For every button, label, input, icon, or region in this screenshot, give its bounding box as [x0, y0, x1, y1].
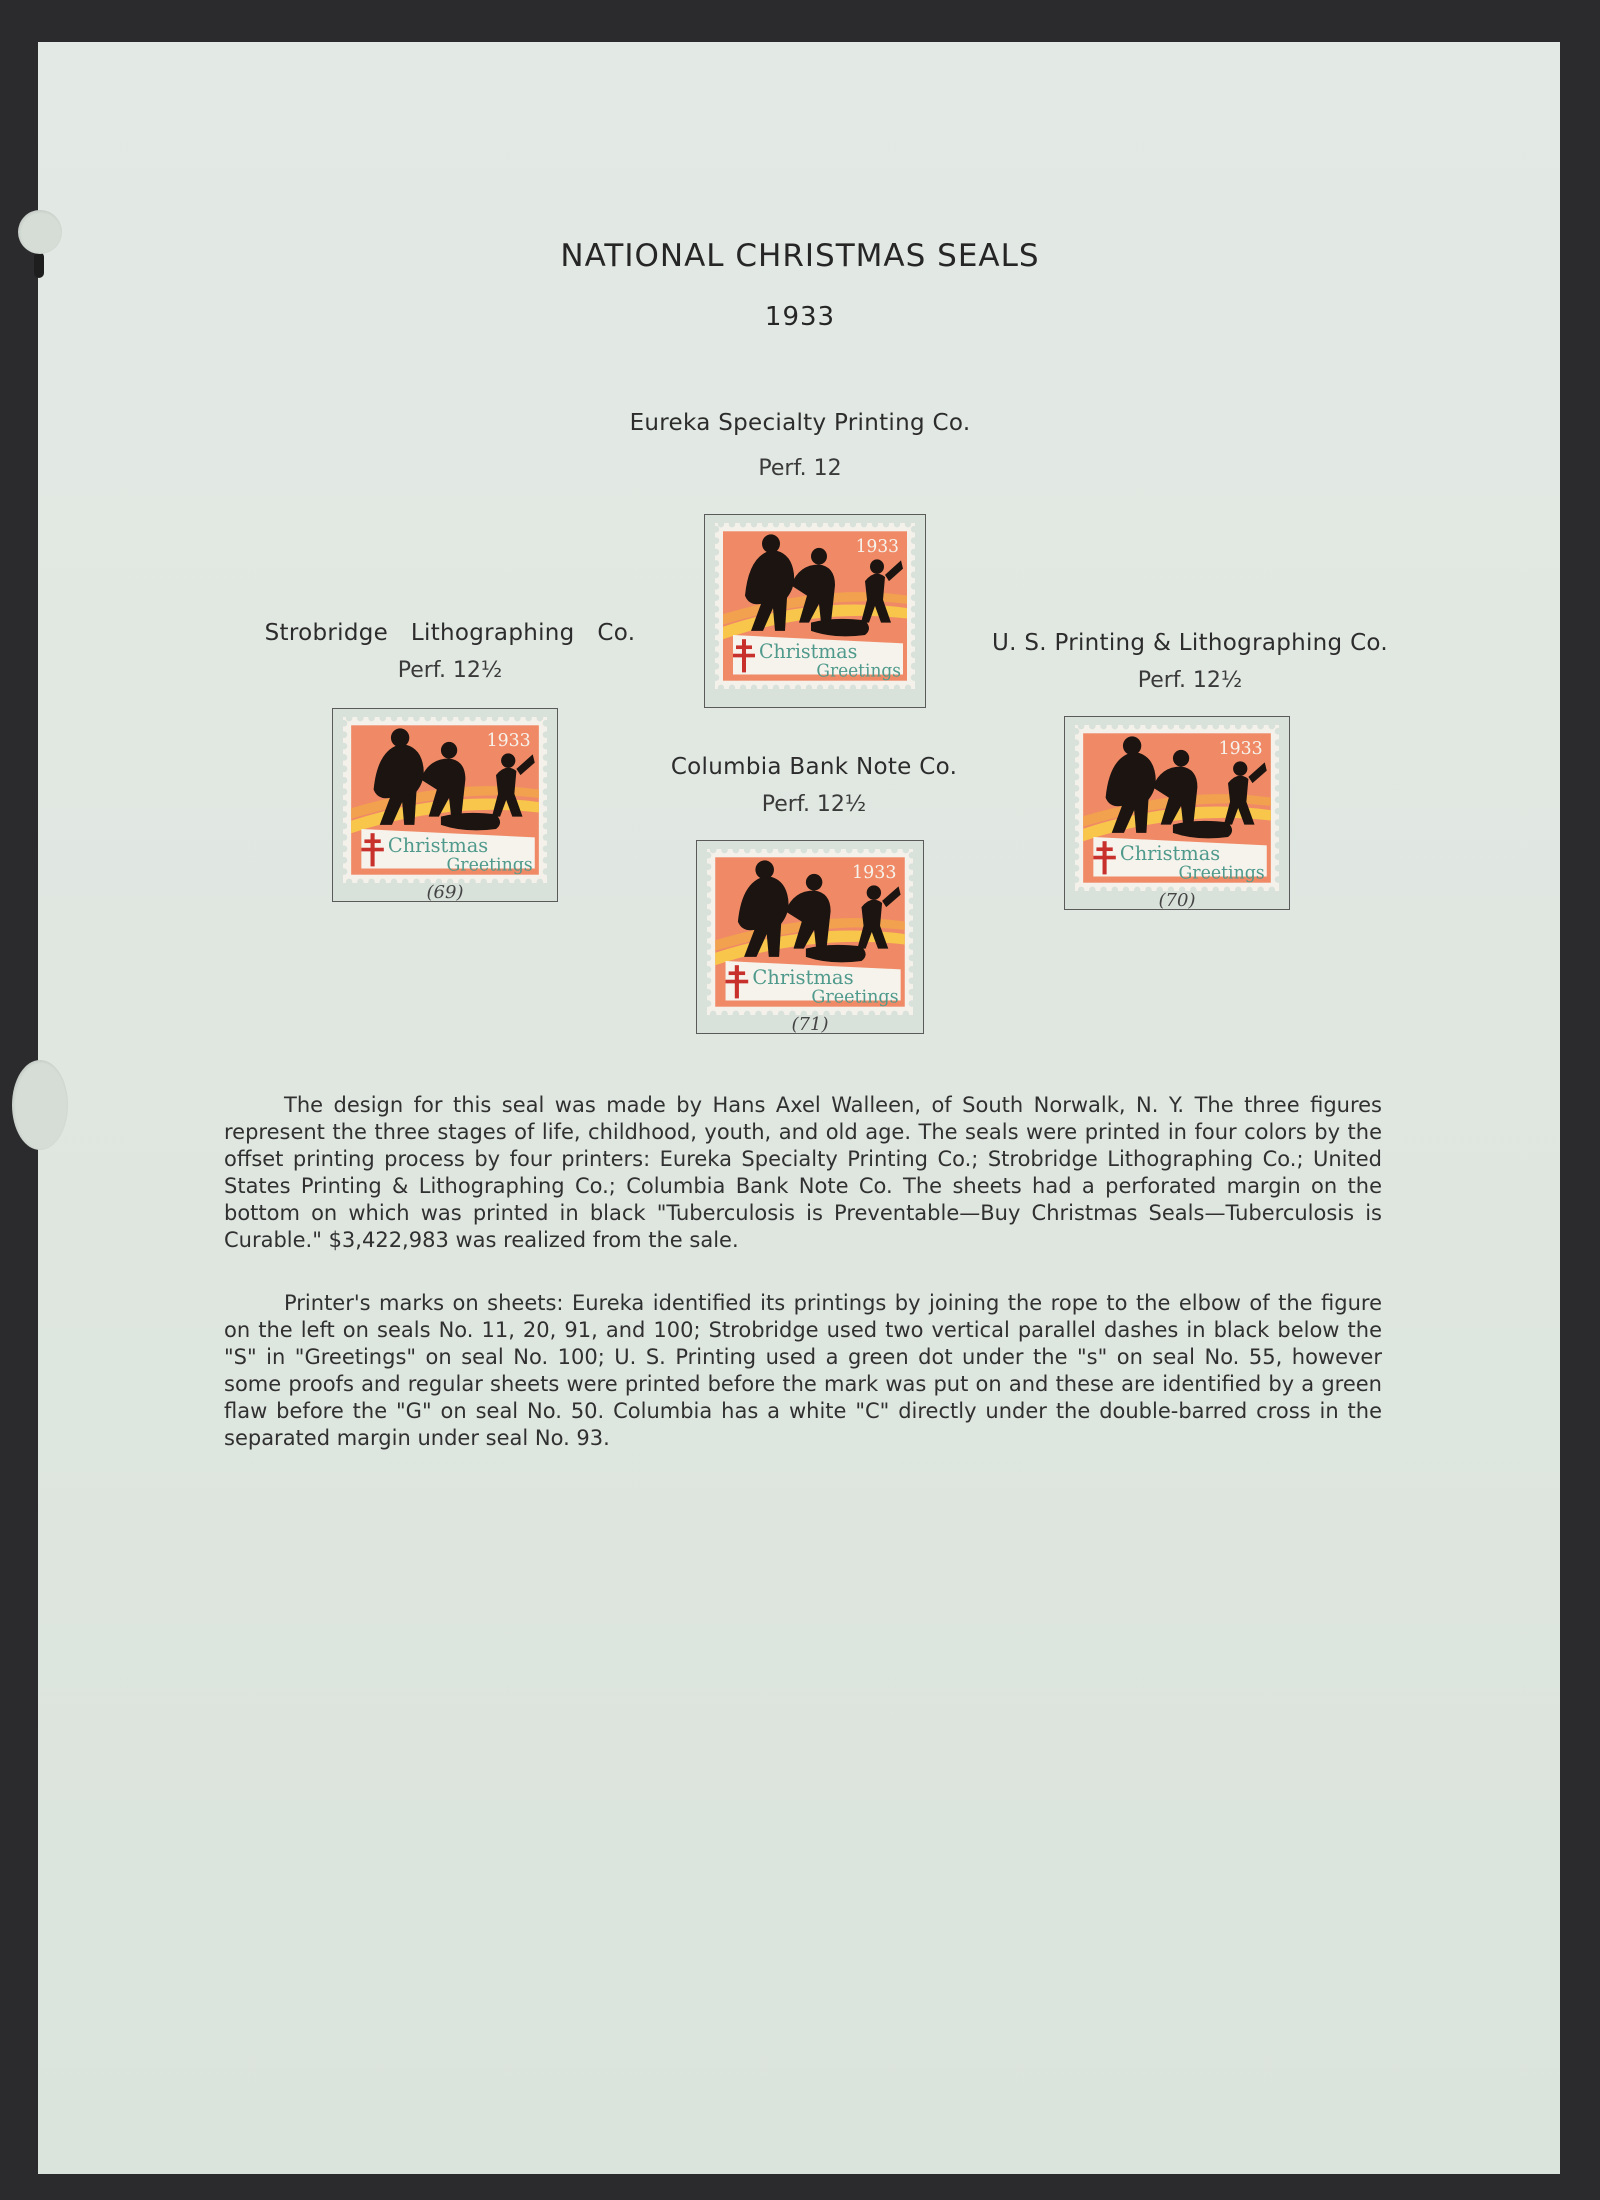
- seal-line1: Christmas: [1119, 841, 1221, 865]
- seal-eureka: [715, 523, 915, 689]
- seal-mount-usprinting: [1064, 716, 1290, 910]
- seal-artwork: [1075, 725, 1279, 891]
- seal-line2: Greetings: [446, 855, 533, 876]
- seal-columbia-number: (71): [791, 1014, 829, 1035]
- printer-columbia: [614, 754, 1014, 817]
- seal-columbia: [707, 849, 913, 1015]
- printer-usprinting: [960, 630, 1420, 693]
- seal-year: 1933: [1218, 738, 1263, 760]
- seal-mount-eureka: [704, 514, 926, 708]
- printer-eureka-name: Eureka Specialty Printing Co.: [629, 410, 971, 436]
- printer-usprinting-perf: Perf. 12½: [1137, 668, 1243, 693]
- printer-columbia-name: Columbia Bank Note Co.: [670, 754, 958, 780]
- seal-year: 1933: [851, 862, 897, 884]
- seal-year: 1933: [855, 536, 899, 558]
- seal-usprinting-number: (70): [1158, 890, 1196, 911]
- seal-strobridge-number: (69): [426, 882, 464, 903]
- binder-hole-middle: [12, 1060, 68, 1150]
- seal-line2: Greetings: [816, 661, 901, 682]
- printer-strobridge: [250, 620, 650, 683]
- seal-line1: Christmas: [387, 833, 489, 857]
- page-year: 1933: [764, 302, 836, 332]
- seal-usprinting: [1075, 725, 1279, 891]
- seal-artwork: [343, 717, 547, 883]
- printer-strobridge-name: Strobridge Lithographing Co.: [264, 620, 636, 646]
- seal-year: 1933: [486, 730, 531, 752]
- seal-line1: Christmas: [759, 639, 858, 663]
- seal-strobridge: [343, 717, 547, 883]
- seal-mount-strobridge: [332, 708, 558, 902]
- seal-line1: Christmas: [752, 965, 854, 989]
- printer-strobridge-perf: Perf. 12½: [397, 658, 503, 683]
- printer-eureka-perf: Perf. 12: [758, 456, 842, 481]
- printer-columbia-perf: Perf. 12½: [761, 792, 867, 817]
- seal-artwork: [707, 849, 913, 1015]
- seal-line2: Greetings: [811, 987, 899, 1008]
- seal-artwork: [715, 523, 915, 689]
- printer-eureka: [600, 410, 1000, 481]
- page-title: NATIONAL CHRISTMAS SEALS: [560, 238, 1040, 274]
- seal-line2: Greetings: [1178, 863, 1265, 884]
- description-paragraph: The design for this seal was made by Hans Axel Walleen, of South Norwalk, N. Y. The three figures represent the three stages of life, childhood, youth, and old age. The seals were printed in four colors by the offset printing process by four printers: Eureka Specialty Printing Co.; Strobridge Lithographing Co.; United States Printing & Lithographing Co.; Columbia Bank Note Co. The sheets had a perforated margin on the bottom on which was printed in black "Tuberculosis is Preventable—Buy Christmas Seals—Tuberculosis is Curable." $3,422,983 was realized from the sale.: [224, 1093, 1382, 1252]
- seal-mount-columbia: [696, 840, 924, 1034]
- printer-usprinting-name: U. S. Printing & Lithographing Co.: [991, 630, 1389, 656]
- printers-marks-paragraph: Printer's marks on sheets: Eureka identified its printings by joining the rope to the elbow of the figure on the left on seals No. 11, 20, 91, and 100; Strobridge used two vertical parallel dashes in black below the "S" in "Greetings" on seal No. 100; U. S. Printing used a green dot under the "s" on seal No. 55, however some proofs and regular sheets were printed before the mark was put on and these are identified by a green flaw before the "G" on seal No. 50. Columbia has a white "C" directly under the double-barred cross in the separated margin under seal No. 93.: [224, 1291, 1382, 1450]
